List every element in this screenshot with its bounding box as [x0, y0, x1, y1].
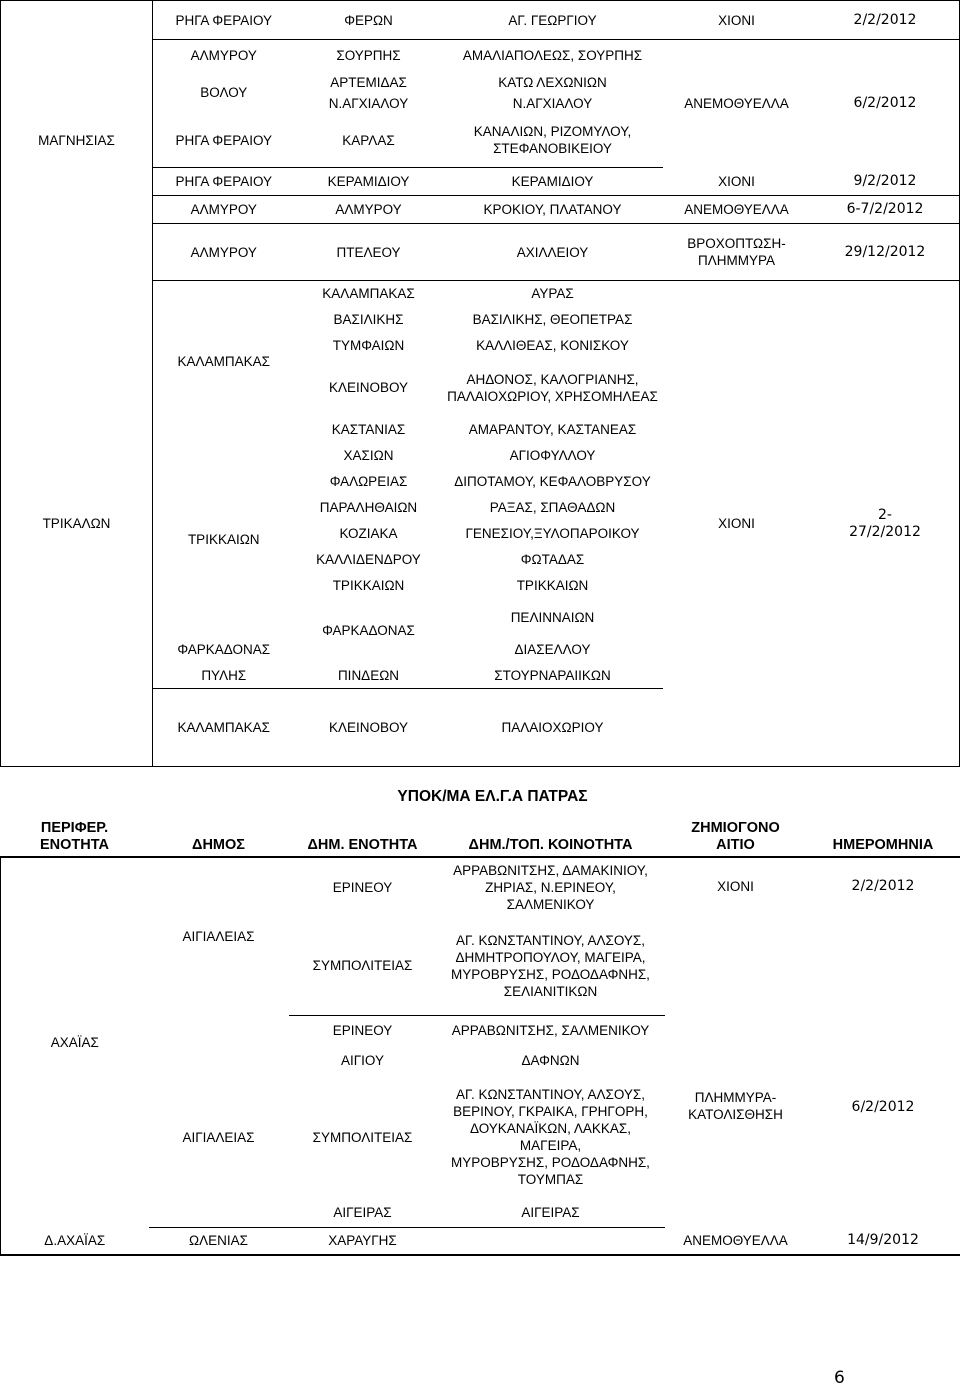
municipality-cell	[149, 1015, 289, 1075]
municipality-cell: ΤΡΙΚΚΑΙΩΝ	[187, 532, 260, 547]
unit-cell: ΕΡΙΝΕΟΥ	[332, 1022, 393, 1038]
unit-cell: ΣΥΜΠΟΛΙΤΕΙΑΣ	[312, 1129, 413, 1145]
header-line: ΖΗΜΙΟΓΟΝΟ	[691, 820, 780, 836]
region-cell: ΑΧΑΪΑΣ	[1, 857, 149, 1227]
community-cell: ΑΜΑΛΙΑΠΟΛΕΩΣ, ΣΟΥΡΠΗΣ	[462, 48, 643, 64]
unit-cell: ΚΕΡΑΜΙΔΙΟΥ	[295, 168, 443, 196]
community-line: ΣΤΕΦΑΝΟΒΙΚΕΙΟΥ	[493, 141, 612, 157]
date-cell: 9/2/2012	[811, 168, 960, 196]
community-line: ΑΗΔΟΝΟΣ, ΚΑΛΟΓΡΙΑΝΗΣ,	[466, 371, 639, 387]
community-line: ΚΑΝΑΛΙΩΝ, ΡΙΖΟΜΥΛΟΥ,	[473, 124, 632, 140]
header-line: ΠΕΡΙΦΕΡ.	[40, 820, 109, 836]
community-cell: ΣΤΟΥΡΝΑΡΑΙΙΚΩΝ	[443, 663, 663, 689]
community-cell: ΚΑΤΩ ΛΕΧΩΝΙΩΝ	[498, 74, 607, 90]
unit-cell: ΠΙΝΔΕΩΝ	[295, 663, 443, 689]
unit-cell: ΧΑΡΑΥΓΗΣ	[289, 1227, 437, 1255]
community-cell: ΑΥΡΑΣ	[531, 286, 574, 302]
unit-cell: ΦΕΡΩΝ	[295, 1, 443, 40]
unit-cell: ΤΥΜΦΑΙΩΝ	[332, 338, 405, 353]
community-cell: ΑΡΡΑΒΩΝΙΤΣΗΣ, ΣΑΛΜΕΝΙΚΟΥ	[451, 1022, 650, 1038]
municipality-cell: ΑΙΓΙΑΛΕΙΑΣ	[182, 1129, 255, 1145]
community-line: ΤΟΥΜΠΑΣ	[517, 1172, 584, 1187]
header-line: ΔΗΜ. ΕΝΟΤΗΤΑ	[307, 837, 418, 853]
community-cell: ΔΙΑΣΕΛΛΟΥ	[514, 642, 591, 657]
community-cell: ΔΑΦΝΩΝ	[521, 1052, 580, 1068]
community-cell: ΑΓΙΟΦΥΛΛΟΥ	[509, 448, 596, 463]
unit-cell: ΚΑΛΛΙΔΕΝΔΡΟΥ	[316, 552, 421, 567]
cause-cell	[665, 1075, 807, 1227]
header-line: ΕΝΟΤΗΤΑ	[39, 837, 109, 853]
community-cell: ΚΡΟΚΙΟΥ, ΠΛΑΤΑΝΟΥ	[443, 196, 663, 224]
municipality-cell: ΑΛΜΥΡΟΥ	[153, 224, 295, 281]
header-municipality: ΔΗΜΟΣ	[149, 787, 289, 857]
date-cell: 14/9/2012	[807, 1227, 960, 1255]
unit-cell: ΑΛΜΥΡΟΥ	[295, 196, 443, 224]
unit-cell: ΣΥΜΠΟΛΙΤΕΙΑΣ	[289, 917, 437, 1015]
community-cell: ΓΕΝΕΣΙΟΥ,ΞΥΛΟΠΑΡΟΙΚΟΥ	[465, 526, 640, 541]
unit-cell: ΤΡΙΚΚΑΙΩΝ	[332, 578, 405, 593]
municipality-cell: ΦΑΡΚΑΔΟΝΑΣ	[322, 623, 415, 638]
community-cell: ΤΡΙΚΚΑΙΩΝ	[516, 578, 589, 593]
unit-cell: ΑΙΓΙΟΥ	[340, 1052, 384, 1068]
cause-cell: ΑΝΕΜΟΘΥΕΛΛΑ	[663, 196, 811, 224]
unit-cell: ΧΑΣΙΩΝ	[343, 448, 394, 463]
community-cell	[437, 1075, 665, 1199]
header-row	[1, 787, 960, 857]
unit-cell: ΚΑΣΤΑΝΙΑΣ	[331, 422, 406, 437]
community-cell: ΒΑΣΙΛΙΚΗΣ, ΘΕΟΠΕΤΡΑΣ	[472, 312, 633, 327]
damage-table-patras	[0, 787, 960, 1256]
community-line: ΖΗΡΙΑΣ, Ν.ΕΡΙΝΕΟΥ, ΣΑΛΜΕΝΙΚΟΥ	[485, 880, 616, 912]
unit-cell: Ν.ΑΓΧΙΑΛΟΥ	[328, 95, 409, 111]
community-cell	[443, 114, 663, 168]
community-cell: ΚΕΡΑΜΙΔΙΟΥ	[443, 168, 663, 196]
municipality-cell: ΠΥΛΗΣ	[153, 663, 295, 689]
unit-cell: ΚΛΕΙΝΟΒΟΥ	[328, 380, 409, 395]
municipality-cell: ΚΑΛΑΜΠΑΚΑΣ	[177, 720, 270, 735]
unit-cell: ΒΑΣΙΛΙΚΗΣ	[333, 312, 404, 327]
unit-cell: ΚΑΛΑΜΠΑΚΑΣ	[322, 286, 415, 302]
cause-cell	[663, 224, 811, 281]
municipality-cell: ΩΛΕΝΙΑΣ	[149, 1227, 289, 1255]
community-cell: ΚΑΛΛΙΘΕΑΣ, ΚΟΝΙΣΚΟΥ	[476, 338, 629, 353]
community-cell: ΑΜΑΡΑΝΤΟΥ, ΚΑΣΤΑΝΕΑΣ	[468, 422, 637, 437]
unit-cell: ΦΑΡΚΑΔΟΝΑΣ	[177, 642, 271, 657]
unit-cell: ΠΑΡΑΛΗΘΑΙΩΝ	[319, 500, 418, 515]
cause-cell: ΧΙΟΝΙ	[717, 879, 754, 894]
unit-cell: ΠΕΛΙΝΝΑΙΩΝ	[510, 610, 595, 625]
municipality-cell: ΡΗΓΑ ΦΕΡΑΙΟΥ	[153, 114, 295, 168]
cause-line: ΒΡΟΧΟΠΤΩΣΗ-	[687, 236, 786, 251]
community-cell	[437, 917, 665, 1015]
community-cell: ΑΙΓΕΙΡΑΣ	[437, 1199, 665, 1227]
table-row	[1, 1227, 960, 1255]
community-cell	[437, 1227, 665, 1255]
community-cell: ΦΩΤΑΔΑΣ	[520, 552, 585, 567]
date-line: 2-	[878, 506, 892, 523]
page-number: 6	[834, 1368, 845, 1388]
table-row	[1, 1, 960, 40]
cause-cell: ΧΙΟΝΙ	[663, 168, 811, 196]
date-cell: 6/2/2012	[851, 1099, 915, 1115]
date-cell	[811, 281, 960, 767]
community-cell	[443, 359, 663, 417]
municipality-cell: ΑΛΜΥΡΟΥ	[190, 48, 257, 64]
unit-cell: ΑΙΓΕΙΡΑΣ	[289, 1199, 437, 1227]
cause-cell: ΧΙΟΝΙ	[718, 516, 755, 531]
community-line: ΜΥΡΟΒΡΥΣΗΣ, ΡΟΔΟΔΑΦΝΗΣ,	[451, 1155, 650, 1170]
unit-cell: ΚΛΕΙΝΟΒΟΥ	[328, 720, 409, 735]
community-line: ΑΓ. ΚΩΝΣΤΑΝΤΙΝΟΥ, ΑΛΣΟΥΣ,	[455, 932, 646, 948]
date-line: 27/2/2012	[849, 523, 921, 540]
community-line: ΔΗΜΗΤΡΟΠΟΥΛΟΥ, ΜΑΓΕΙΡΑ,	[455, 949, 646, 965]
municipality-cell: ΑΙΓΙΑΛΕΙΑΣ	[182, 929, 255, 944]
unit-cell: ΦΑΛΩΡΕΙΑΣ	[329, 474, 408, 489]
municipality-cell: ΒΟΛΟΥ	[200, 85, 248, 100]
municipality-cell: ΡΗΓΑ ΦΕΡΑΙΟΥ	[153, 168, 295, 196]
header-community: ΔΗΜ./ΤΟΠ. ΚΟΙΝΟΤΗΤΑ	[437, 787, 665, 857]
cause-line: ΚΑΤΟΛΙΣΘΗΣΗ	[688, 1107, 783, 1122]
community-line: ΣΕΛΙΑΝΙΤΙΚΩΝ	[503, 983, 598, 999]
org-title: ΥΠΟΚ/ΜΑ ΕΛ.Γ.Α ΠΑΤΡΑΣ	[397, 788, 588, 805]
community-line: ΠΑΛΑΙΟΧΩΡΙΟΥ, ΧΡΗΣΟΜΗΛΕΑΣ	[447, 388, 658, 404]
date-cell: 29/12/2012	[811, 224, 960, 281]
unit-cell: ΑΡΤΕΜΙΔΑΣ	[330, 74, 407, 90]
municipality-cell	[149, 1199, 289, 1227]
municipality-cell: ΑΛΜΥΡΟΥ	[153, 196, 295, 224]
table-row	[1, 857, 960, 917]
date-cell: 6/2/2012	[853, 95, 917, 112]
date-cell: 2/2/2012	[811, 1, 960, 40]
unit-cell: ΚΟΖΙΑΚΑ	[339, 526, 398, 541]
municipality-cell: ΡΗΓΑ ΦΕΡΑΙΟΥ	[153, 1, 295, 40]
table-row	[1, 281, 960, 307]
date-cell: 2/2/2012	[851, 878, 915, 894]
header-date: ΗΜΕΡΟΜΗΝΙΑ	[807, 787, 960, 857]
municipality-cell: ΚΑΛΑΜΠΑΚΑΣ	[177, 354, 270, 370]
cause-cell: ΑΝΕΜΟΘΥΕΛΛΑ	[665, 1227, 807, 1255]
header-line: ΑΙΤΙΟ	[716, 837, 755, 853]
community-line: ΑΓ. ΚΩΝΣΤΑΝΤΙΝΟΥ, ΑΛΣΟΥΣ,	[455, 1087, 646, 1102]
community-cell: ΔΙΠΟΤΑΜΟΥ, ΚΕΦΑΛΟΒΡΥΣΟΥ	[454, 474, 651, 489]
community-cell: ΠΑΛΑΙΟΧΩΡΙΟΥ	[501, 720, 604, 735]
header-cause	[665, 787, 807, 857]
community-cell: ΡΑΞΑΣ, ΣΠΑΘΑΔΩΝ	[489, 500, 616, 515]
community-line: ΜΥΡΟΒΡΥΣΗΣ, ΡΟΔΟΔΑΦΝΗΣ,	[451, 966, 650, 982]
unit-cell: ΕΡΙΝΕΟΥ	[332, 880, 393, 895]
date-cell: 6-7/2/2012	[811, 196, 960, 224]
cause-cell: ΧΙΟΝΙ	[663, 1, 811, 40]
unit-cell: ΣΟΥΡΠΗΣ	[336, 48, 401, 64]
community-cell: ΑΧΙΛΛΕΙΟΥ	[443, 224, 663, 281]
unit-cell: ΠΤΕΛΕΟΥ	[295, 224, 443, 281]
community-line: ΒΕΡΙΝΟΥ, ΓΚΡΑΙΚΑ, ΓΡΗΓΟΡΗ,	[453, 1104, 648, 1119]
community-cell: ΑΓ. ΓΕΩΡΓΙΟΥ	[443, 1, 663, 40]
community-cell: Ν.ΑΓΧΙΑΛΟΥ	[512, 95, 593, 111]
community-cell	[437, 857, 665, 917]
header-region	[1, 787, 149, 857]
region-cell: ΤΡΙΚΑΛΩΝ	[1, 281, 153, 767]
community-line: ΔΟΥΚΑΝΑΪΚΩΝ, ΛΑΚΚΑΣ, ΜΑΓΕΙΡΑ,	[469, 1121, 632, 1153]
region-cell: Δ.ΑΧΑΪΑΣ	[1, 1227, 149, 1255]
cause-cell: ΑΝΕΜΟΘΥΕΛΛΑ	[684, 96, 789, 112]
cause-line: ΠΛΗΜΜΥΡΑ-	[694, 1090, 777, 1105]
region-cell: ΜΑΓΝΗΣΙΑΣ	[1, 1, 153, 281]
unit-cell: ΚΑΡΛΑΣ	[295, 114, 443, 168]
community-line: ΑΡΡΑΒΩΝΙΤΣΗΣ, ΔΑΜΑΚΙΝΙΟΥ,	[453, 863, 648, 878]
cause-line: ΠΛΗΜΜΥΡΑ	[697, 253, 776, 268]
